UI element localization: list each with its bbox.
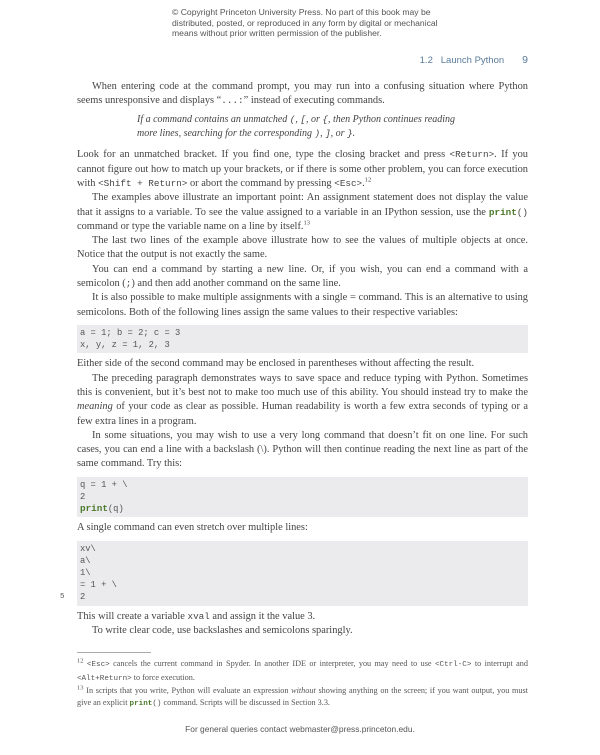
paragraph [77, 291, 528, 320]
copyright-line: © Copyright Princeton University Press. No part of this book may be [172, 7, 431, 17]
paragraph [77, 80, 528, 109]
text-run: The last two lines of the example above illustrate how to see the values of multiple objects at once. Notice that the output is not exactly the same. [77, 235, 528, 261]
text-run: , [320, 128, 326, 140]
page-body [60, 80, 528, 638]
text-run: , [295, 114, 301, 126]
code-text: q = 1 + \ [80, 479, 128, 490]
inline-code: xval [187, 610, 210, 622]
text-run: When entering code at the command prompt, you may run into a confusing situation where Python seems unresponsive and displays “ [77, 80, 528, 107]
footnote [77, 685, 528, 710]
inline-code: <Esc> [86, 661, 110, 670]
code-line [80, 579, 525, 591]
footnote-ref: 12 [77, 657, 84, 665]
text-run: . If you cannot figure out how to match up your brackets, or if there is some other problem, you can force execution with [77, 149, 528, 189]
text-run: A single command can even stretch over multiple lines: [77, 522, 308, 534]
inline-code: ] [325, 128, 331, 140]
footer-contact: For general queries contact webmaster@press.princeton.edu. [185, 724, 415, 735]
text-run: showing anything on the screen; if you want output, you must give an explicit [77, 686, 528, 707]
text-run: The examples above illustrate an important point: An assignment statement does not display the value that it assigns to a variable. To see the value assigned to a variable in an IPython session, use the [77, 192, 528, 218]
inline-code: } [347, 128, 353, 140]
text-run: to force execution. [131, 672, 195, 682]
running-head [77, 54, 528, 67]
inline-code: () [152, 699, 162, 708]
text-run: In scripts that you write, Python will evaluate an expression [83, 686, 292, 696]
text-run: You can end a command by starting a new line. Or, if you wish, you can end a command with a semicolon ( [77, 263, 528, 290]
code-keyword: print [80, 503, 108, 515]
code-line [80, 503, 525, 515]
text-run: , then Python continues reading more lines, searching for the corresponding [137, 114, 456, 140]
inline-code: { [322, 114, 328, 126]
code-block [77, 477, 528, 518]
inline-code: [ [300, 114, 306, 126]
text-run: This will create a variable [77, 610, 188, 622]
inline-code: <Esc> [334, 177, 363, 189]
text-run: . [362, 177, 365, 189]
inline-code: <Return> [449, 149, 495, 161]
code-text: 2 [80, 491, 86, 502]
paragraph [77, 357, 528, 371]
line-number: 5 [60, 593, 65, 602]
code-keyword: print [129, 699, 153, 708]
code-text: 2 [80, 592, 86, 603]
code-line [80, 555, 525, 567]
code-text: a\ [80, 555, 91, 566]
section-title: 1.2 Launch Python [419, 54, 505, 66]
code-line [60, 591, 525, 603]
inline-code: ...: [221, 95, 244, 107]
text-run: Look for an unmatched bracket. If you find one, type the closing bracket and press [77, 149, 450, 161]
callout-note [137, 113, 477, 141]
inline-code: <Alt+Return> [77, 674, 132, 683]
paragraph [77, 429, 528, 472]
text-run: , or [305, 114, 323, 126]
text-run: , or [330, 128, 348, 140]
text-run: and assign it the value 3. [209, 610, 316, 622]
footnotes [77, 658, 528, 710]
text-run: Either side of the second command may be enclosed in parentheses without affecting the result. [77, 358, 475, 370]
paragraph [77, 624, 528, 638]
code-block [60, 541, 528, 606]
code-text: a = 1; b = 2; c = 3 [80, 327, 181, 338]
code-text: (q) [107, 504, 124, 515]
paragraph [77, 234, 528, 263]
paragraph [77, 148, 528, 191]
text-run: ) and then add another command on the same line. [131, 278, 341, 290]
text-run: cancels the current command in Spyder. In another IDE or interpreter, you may need to use [109, 659, 435, 669]
page-number: 9 [522, 53, 528, 66]
emphasis: meaning [77, 401, 113, 413]
code-line [80, 567, 525, 579]
text-run: command. Scripts will be discussed in Section 3.3. [161, 697, 330, 707]
text-run: If a command contains an unmatched [137, 114, 290, 126]
paragraph [77, 372, 528, 429]
copyright-notice [172, 7, 452, 39]
code-line [80, 543, 525, 555]
text-run: of your code as clear as possible. Human readability is worth a few extra seconds of typing or a few extra lines in a program. [77, 401, 528, 427]
footnote [77, 658, 528, 685]
code-line [80, 479, 525, 491]
text-run: ” instead of executing commands. [243, 95, 385, 107]
paragraph [77, 521, 528, 535]
footnote-ref: 13 [77, 684, 84, 692]
copyright-line: distributed, posted, or reproduced in any form by digital or mechanical [172, 17, 438, 28]
code-line [80, 339, 525, 351]
text-run: It is also possible to make multiple assignments with a single = command. This is an alternative to using semicolons. Both of the following lines assign the same values to their respective variables: [77, 292, 528, 318]
code-text: = 1 + \ [80, 580, 117, 591]
footnote-ref: 13 [303, 219, 310, 227]
text-run: . [352, 128, 356, 140]
code-keyword: print [488, 206, 517, 218]
inline-code: ; [125, 278, 132, 290]
code-text: x, y, z = 1, 2, 3 [80, 340, 170, 351]
inline-code: ) [314, 128, 321, 140]
code-text: 1\ [80, 568, 91, 579]
text-run: or abort the command by pressing [187, 177, 335, 189]
inline-code: ( [289, 114, 296, 126]
code-line [80, 327, 525, 339]
paragraph [77, 263, 528, 292]
footnote-rule [77, 652, 151, 653]
paragraph [77, 191, 528, 234]
text-run: To write clear code, use backslashes and semicolons sparingly. [92, 624, 353, 636]
footnote-ref: 12 [364, 176, 372, 184]
code-block [77, 325, 528, 353]
text-run: The preceding paragraph demonstrates ways to save space and reduce typing with Python. Sometimes this is convenient, but it’s best not to make too much use of this ability. You should instead try to make the [77, 372, 528, 398]
text-run: to interrupt and [471, 659, 528, 669]
inline-code: <Ctrl-C> [434, 661, 472, 670]
paragraph [77, 610, 528, 624]
text-run: command or type the variable name on a line by itself. [77, 220, 304, 232]
inline-code: () [516, 206, 528, 218]
code-line [80, 491, 525, 503]
emphasis: without [291, 686, 316, 696]
code-text: xv\ [80, 543, 96, 554]
inline-code: <Shift + Return> [98, 177, 188, 189]
copyright-line: means without prior written permission of the publisher. [172, 28, 382, 39]
text-run: In some situations, you may wish to use a very long command that doesn’t fit on one line. For such cases, you can end a line with a backslash (\). Python will then continue reading the next line as part of the same command. Try this: [77, 429, 528, 470]
